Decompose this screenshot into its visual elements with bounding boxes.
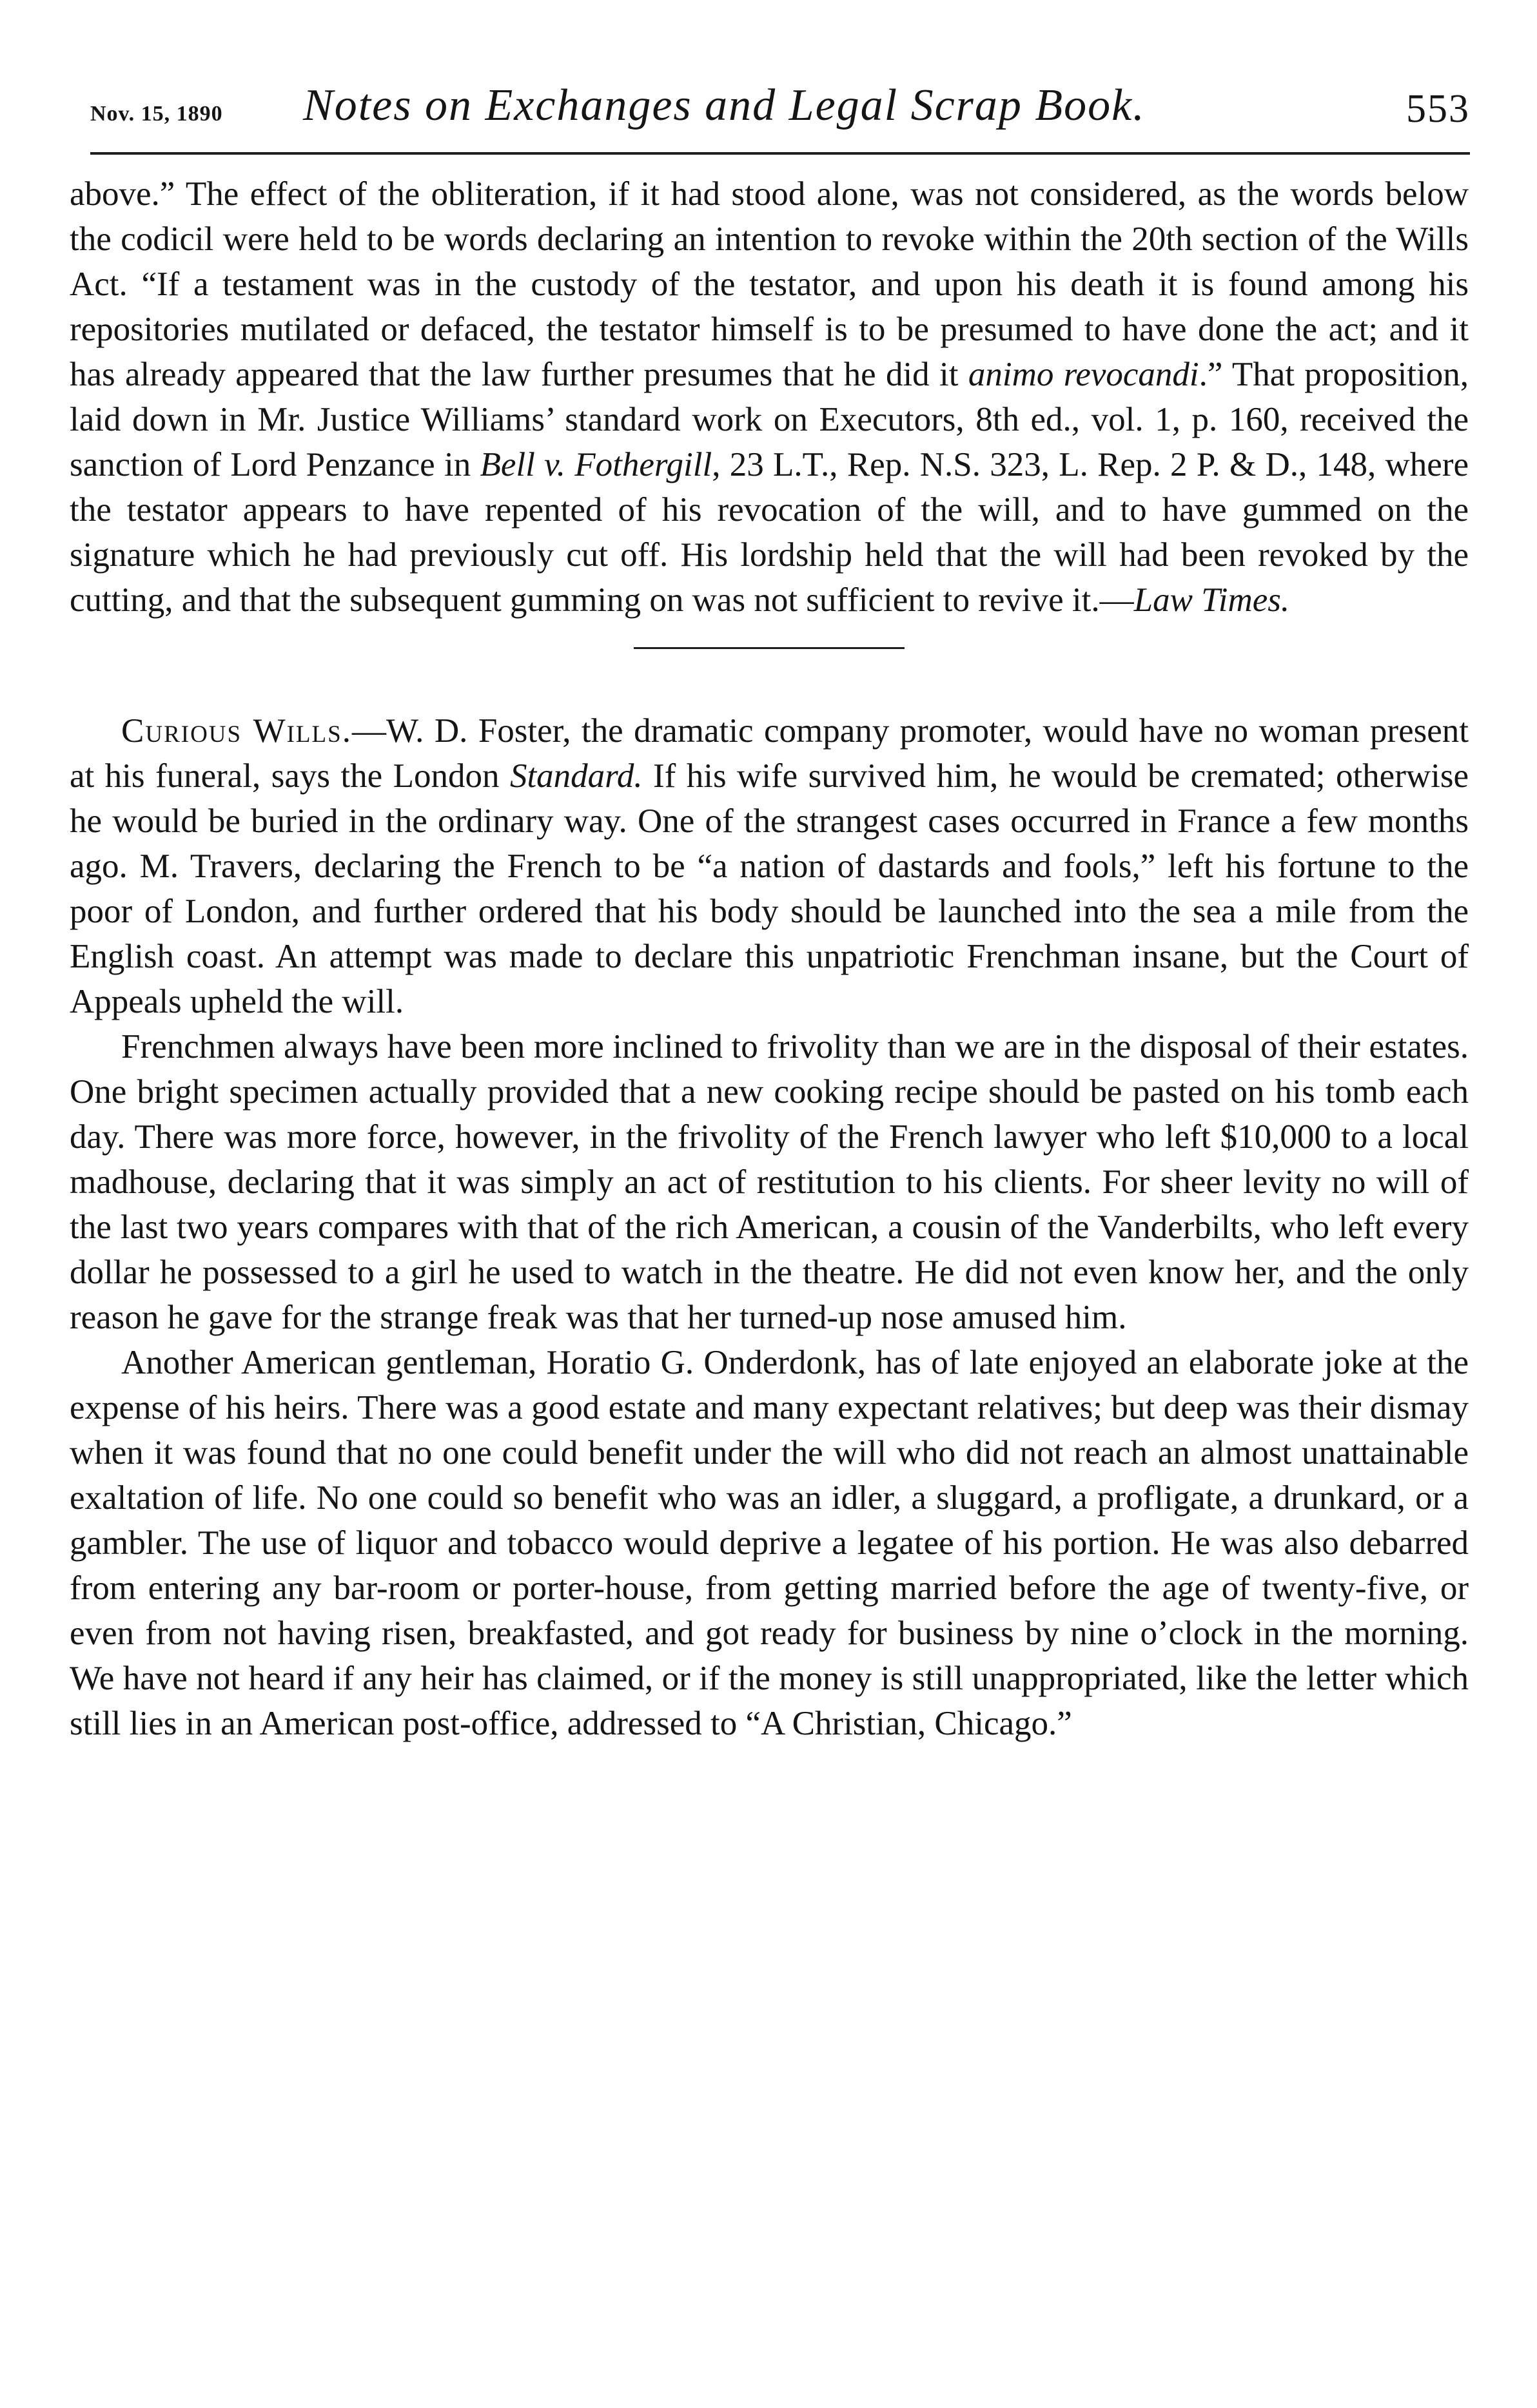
paragraph-text: , 23 L.T., Rep. N.S. 323, L. Rep. 2 P. & D., 148, where the testator appears to have repented of his revocation of the will, and to have gummed on the signature which he had previously cut off. His lordship held that the will had been revoked by the cutting, and that the subsequent gumming on was not sufficient to revive it.— [70,446,1469,619]
paragraph-text: above.” The effect of the obliteration, if it had stood alone, was not considered, as the words below the codicil were held to be words declaring an intention to revoke within the 20th section of the Wills Act. “If a testament was in the custody of the testator, and upon his death it is found among his repositories mutilated or defaced, the testator himself is to be presumed to have done the act; and it has already appeared that the law further presumes that he did it [70,175,1469,393]
newspaper-name: Standard. [509,757,643,795]
latin-phrase: animo revocandi [968,356,1199,393]
section-paragraph: Frenchmen always have been more inclined to frivolity than we are in the disposal of their estates. One bright specimen actually provided that a new cooking recipe should be pasted on his tomb each day. There was more force, however, in the frivolity of the French lawyer who left $10,000 to a local madhouse, declaring that it was simply an act of restitution to his clients. For sheer levity no will of the last two years compares with that of the rich American, a cousin of the Vanderbilts, who left every dollar he possessed to a girl he used to watch in the theatre. He did not even know her, and the only reason he gave for the strange freak was that her turned-up nose amused him. [70,1028,1469,1336]
paragraph-text: If his wife survived him, he would be cremated; otherwise he would be buried in the ordinary way. One of the strangest cases occurred in France a few months ago. M. Travers, declaring the French to be “a nation of dastards and fools,” left his fortune to the poor of London, and further ordered that his body should be launched into the sea a mile from the English coast. An attempt was made to declare this unpatriotic Frenchman insane, but the Court of Appeals upheld the will. [70,757,1469,1020]
paragraph-text: .” That proposition, laid down in Mr. Justice Williams’ standard work on Executors, 8th ed., vol. 1, p. 160, received the sanction of Lord Penzance in [70,356,1469,483]
article-body [70,171,1469,1746]
running-header [90,77,1470,155]
section-paragraph [70,708,1469,1024]
source-citation: Law Times. [1133,581,1290,619]
section-paragraph: Another American gentleman, Horatio G. Onderdonk, has of late enjoyed an elaborate joke at the expense of his heirs. There was a good estate and many expectant relatives; but deep was their dismay when it was found that no one could benefit under the will who did not reach an almost unattainable exaltation of life. No one could so benefit who was an idler, a sluggard, a profligate, a drunkard, or a gambler. The use of liquor and tobacco would deprive a legatee of his portion. He was also debarred from entering any bar-room or porter-house, from getting married before the age of twenty-five, or even from not having risen, breakfasted, and got ready for business by nine o’clock in the morning. We have not heard if any heir has claimed, or if the money is still unappropriated, like the letter which still lies in an American post-office, addressed to “A Christian, Chicago.” [70,1344,1469,1742]
paragraph-text: —W. D. Foster, the dramatic company promoter, would have no woman present at his funeral, says the London [70,712,1469,795]
case-name: Bell v. Fothergill [480,446,712,483]
issue-date: Nov. 15, 1890 [90,102,223,126]
section-heading: Curious Wills. [121,712,352,750]
section-divider [634,647,905,649]
header-rule [90,152,1470,155]
page-number: 553 [1406,87,1470,131]
journal-title: Notes on Exchanges and Legal Scrap Book. [303,81,1146,130]
continued-paragraph [70,171,1469,623]
